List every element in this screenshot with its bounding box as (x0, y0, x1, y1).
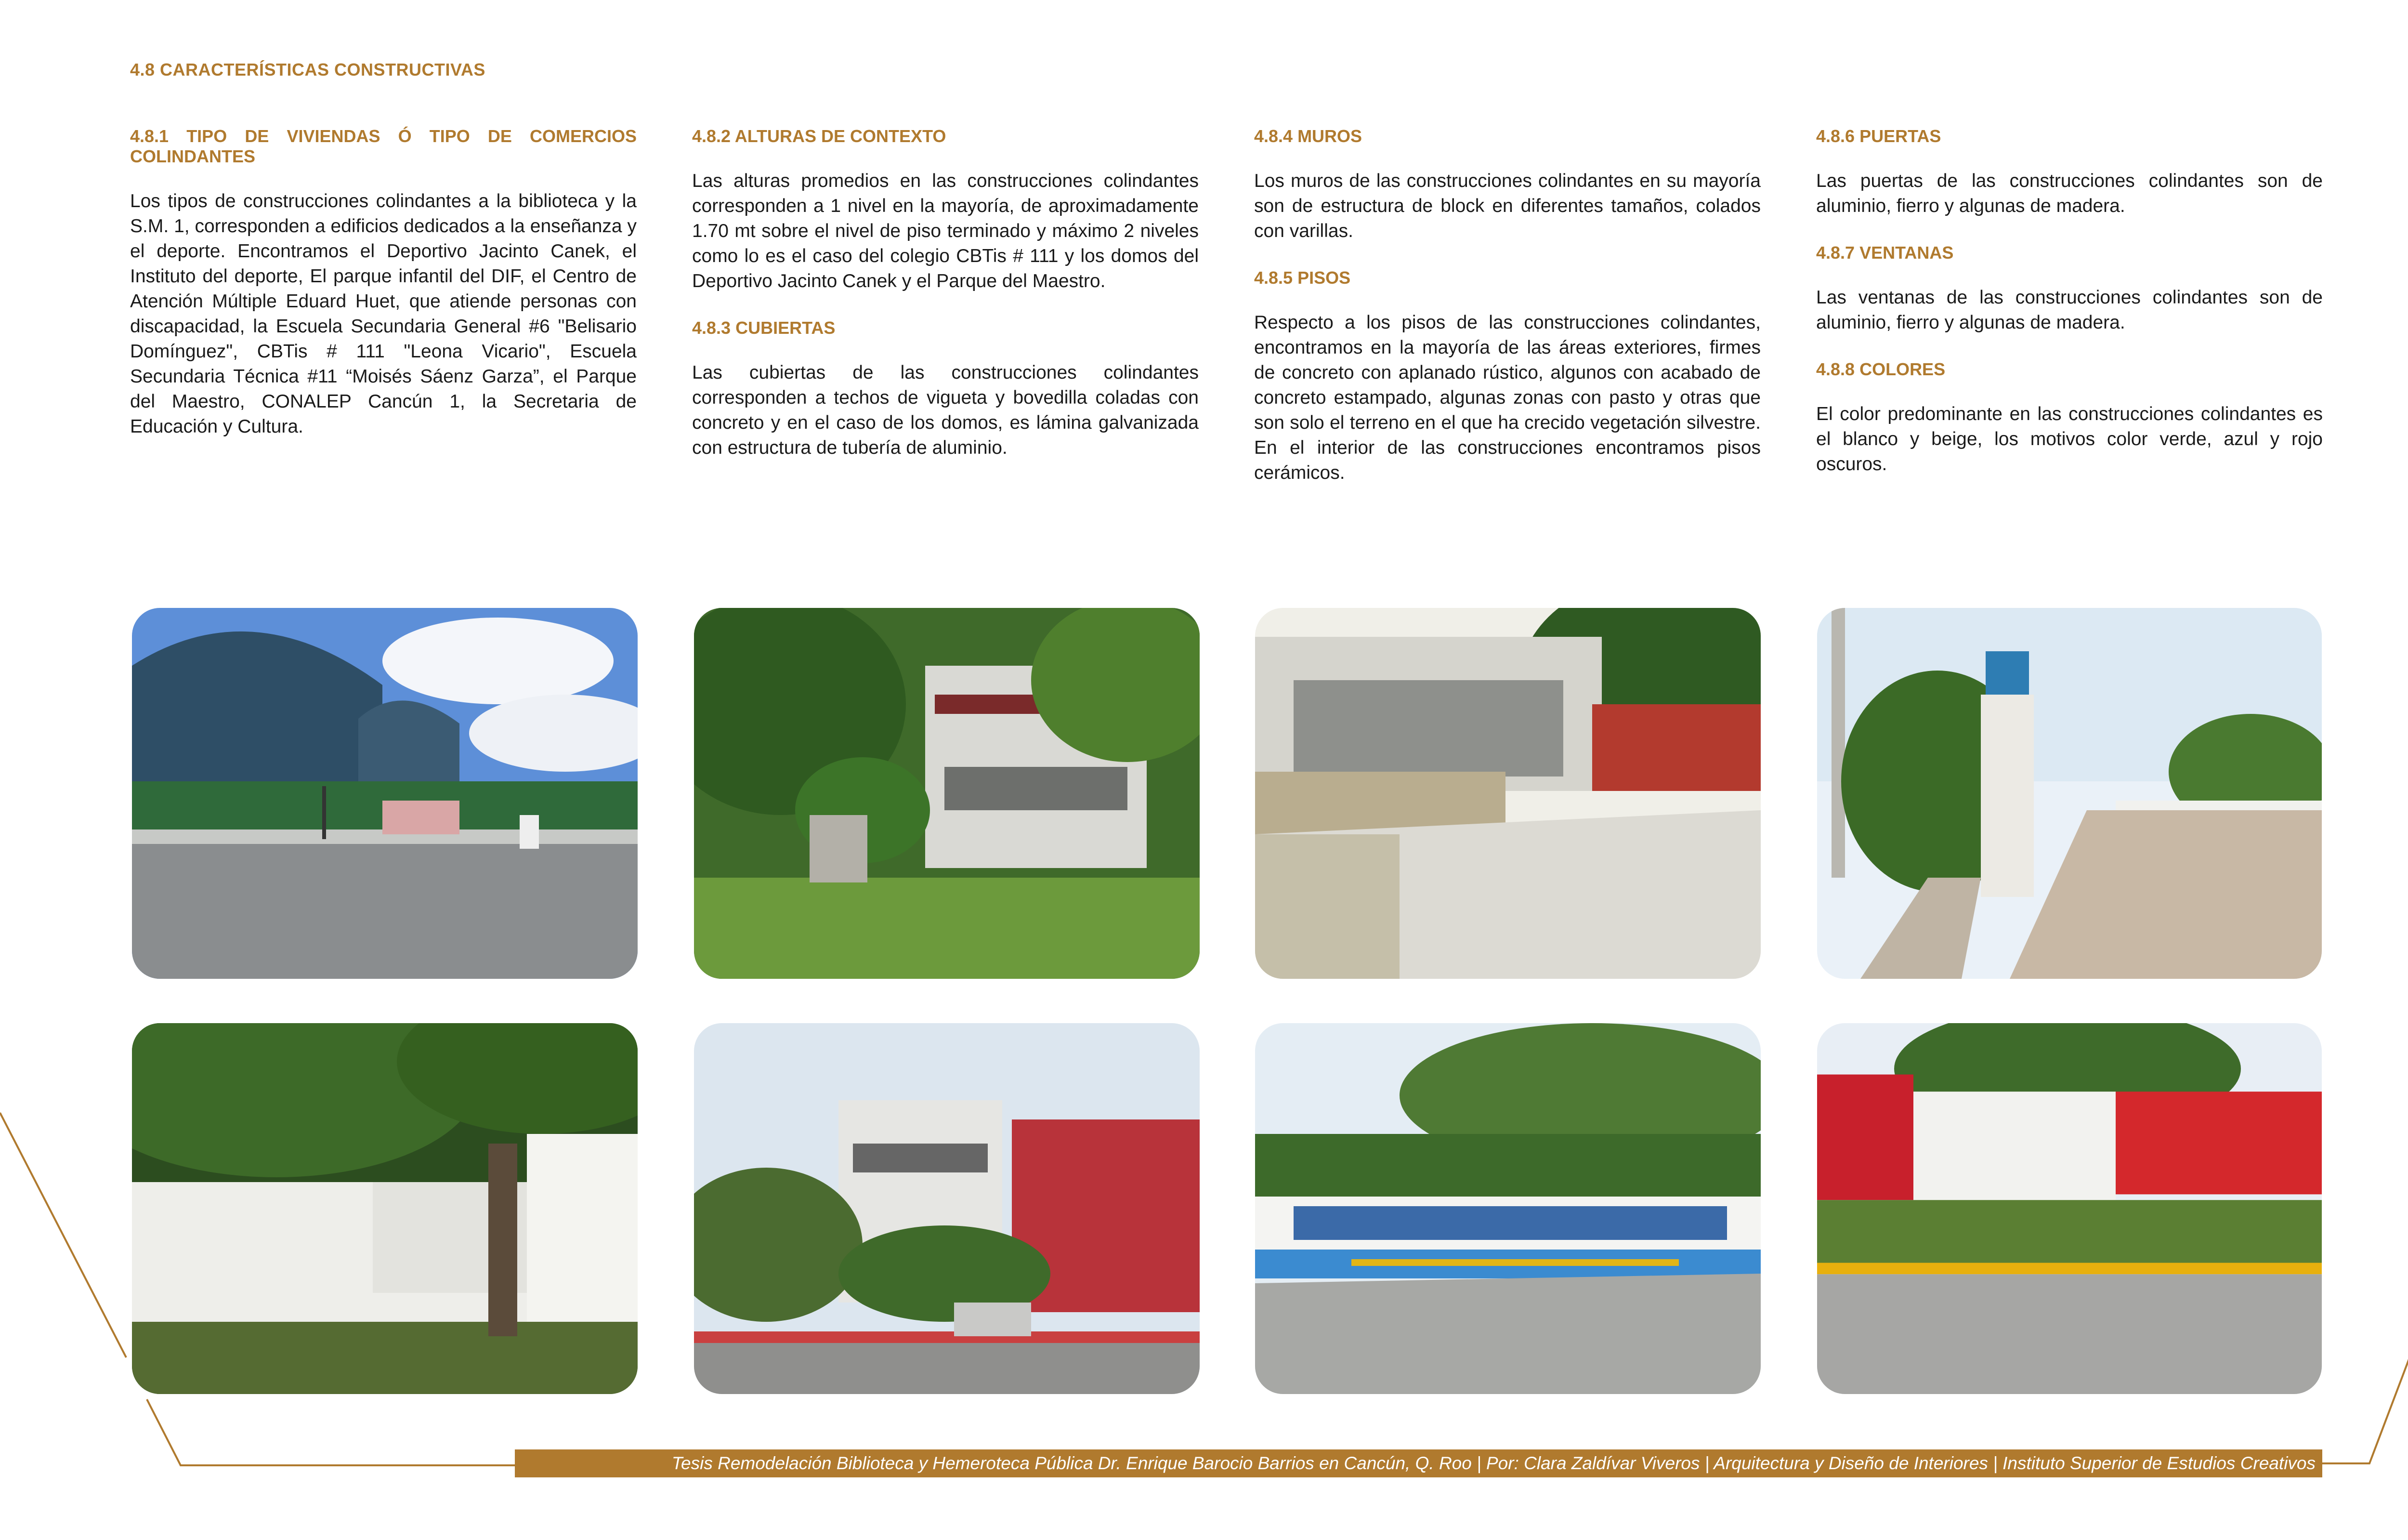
section-title-4-8-4: 4.8.4 MUROS (1254, 126, 1362, 146)
section-title-4-8-1: 4.8.1 TIPO DE VIVIENDAS Ó TIPO DE COMERCIOS COLINDANTES (130, 126, 637, 166)
section-body-4-8-3: Las cubiertas de las construcciones colindantes corresponden a techos de vigueta y bovedilla coladas con concreto y en el caso de los domos, es lámina galvanizada con estructura de tubería de aluminio. (692, 362, 1199, 458)
section-body-4-8-7: Las ventanas de las construcciones colindantes son de aluminio, fierro y algunas de madera. (1816, 287, 2323, 333)
photo-sports-dome (132, 608, 638, 979)
section-title-4-8-8: 4.8.8 COLORES (1816, 359, 1946, 379)
section-body-4-8-1: Los tipos de construcciones colindantes a la biblioteca y la S.M. 1, corresponden a edificios dedicados a la enseñanza y el deporte. Encontramos el Deportivo Jacinto Canek, el Instituto del deporte, El parque infantil del DIF, el Centro de Atención Múltiple Eduard Huet, que atiende personas con discapacidad, la Escuela Secundaria General #6 "Belisario Domínguez", CBTis # 111 "Leona Vicario", Escuela Secundaria Técnica #11 “Moisés Sáenz Garza”, el Parque del Maestro, CONALEP Cancún 1, la Secretaria de Educación y Cultura. (130, 191, 637, 437)
footer-bar: Tesis Remodelación Biblioteca y Hemeroteca Pública Dr. Enrique Barocio Barrios en Cancún, Q. Roo | Por: Clara Zaldívar Viveros | Arquitectura y Diseño de Interiores | Instituto Superior de Estudios Creativos (515, 1449, 2322, 1477)
photo-school-garden (694, 608, 1200, 979)
photo-white-wall-trees (132, 1023, 638, 1394)
column-2 (692, 126, 1199, 485)
column-4 (1816, 126, 2323, 501)
photo-block-walls (1255, 608, 1761, 979)
section-title-4-8-3: 4.8.3 CUBIERTAS (692, 318, 836, 338)
photo-sidewalk-sign (1817, 608, 2322, 979)
section-title-4-8-2: 4.8.2 ALTURAS DE CONTEXTO (692, 126, 946, 146)
section-body-4-8-2: Las alturas promedios en las construcciones colindantes corresponden a 1 nivel en la mayoría, de aproximadamente 1.70 mt sobre el nivel de piso terminado y máximo 2 niveles como lo es el caso del colegio CBTis # 111 y los domos del Deportivo Jacinto Canek y el Parque del Maestro. (692, 171, 1199, 291)
section-body-4-8-6: Las puertas de las construcciones colindantes son de aluminio, fierro y algunas de madera. (1816, 171, 2323, 216)
section-title-4-8-6: 4.8.6 PUERTAS (1816, 126, 1941, 146)
section-body-4-8-5: Respecto a los pisos de las construcciones colindantes, encontramos en la mayoría de las áreas exteriores, firmes de concreto con aplanado rústico, algunos con acabado de concreto estampado, algunas zonas con pasto y otras que son solo el terreno en el que ha crecido vegetación silvestre. En el interior de las construcciones encontramos pisos cerámicos. (1254, 312, 1761, 483)
column-1 (130, 126, 637, 463)
section-title-4-8-5: 4.8.5 PISOS (1254, 268, 1351, 288)
photo-institutional-building (1817, 1023, 2322, 1394)
column-3 (1254, 126, 1761, 510)
section-body-4-8-4: Los muros de las construcciones colindantes en su mayoría son de estructura de block en diferentes tamaños, colados con varillas. (1254, 171, 1761, 241)
page-heading: 4.8 CARACTERÍSTICAS CONSTRUCTIVAS (130, 60, 485, 79)
photo-parking-gate (1255, 1023, 1761, 1394)
section-title-4-8-7: 4.8.7 VENTANAS (1816, 243, 1954, 263)
photo-street-houses (694, 1023, 1200, 1394)
section-body-4-8-8: El color predominante en las construcciones colindantes es el blanco y beige, los motivos color verde, azul y rojo oscuros. (1816, 404, 2323, 474)
